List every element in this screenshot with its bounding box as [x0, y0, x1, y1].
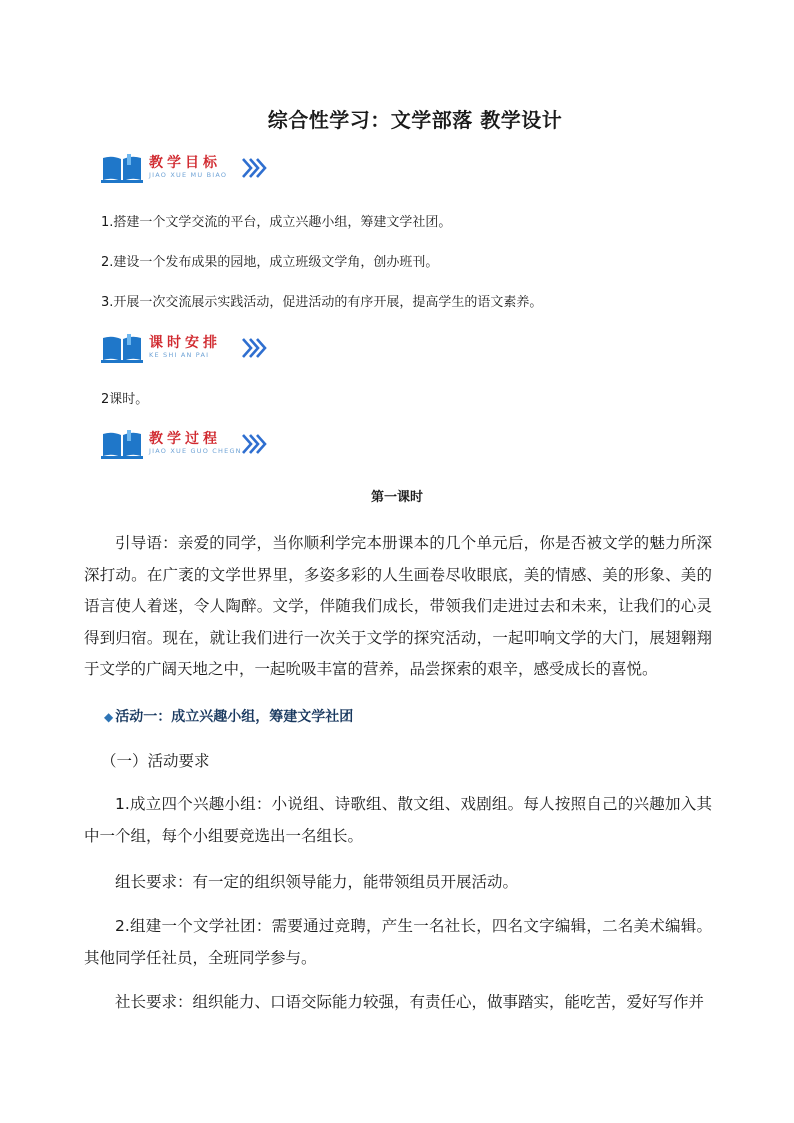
requirement-item-2: 2.组建一个文学社团：需要通过竞聘，产生一名社长，四名文字编辑，二名美术编辑。其他同学任社员，全班同学参与。	[84, 917, 712, 967]
lesson-title: 第一课时	[370, 490, 423, 505]
president-requirement: 社长要求：组织能力、口语交际能力较强，有责任心，做事踏实，能吃苦，爱好写作并	[115, 993, 705, 1011]
chevron-right-icon	[242, 433, 268, 455]
section-pinyin: KE SHI AN PAI	[149, 351, 210, 359]
goal-item-2: 2.建设一个发布成果的园地，成立班级文学角，创办班刊。	[101, 255, 439, 270]
section-pinyin: JIAO XUE MU BIAO	[149, 171, 228, 179]
requirements-heading: （一）活动要求	[101, 752, 210, 770]
chevron-right-icon	[242, 157, 268, 179]
open-book-icon	[101, 154, 143, 184]
intro-paragraph: 引导语：亲爱的同学，当你顺利学完本册课本的几个单元后，你是否被文学的魅力所深深打动。在广袤的文学世界里，多姿多彩的人生画卷尽收眼底，美的情感、美的形象、美的语言使人着迷，令人陶醉。文学，伴随我们成长，带领我们走进过去和未来，让我们的心灵得到归宿。现在，就让我们进行一次关于文学的探究活动，一起叩响文学的大门，展翅翱翔于文学的广阔天地之中，一起吮吸丰富的营养，品尝探索的艰辛，感受成长的喜悦。	[84, 534, 712, 678]
section-pinyin: JIAO XUE GUO CHEGN	[149, 447, 242, 455]
chevron-right-icon	[242, 337, 268, 359]
section-title: 课时安排	[149, 335, 221, 351]
activity-title: 活动一：成立兴趣小组，筹建文学社团	[115, 709, 354, 725]
requirement-item-1: 1.成立四个兴趣小组：小说组、诗歌组、散文组、戏剧组。每人按照自己的兴趣加入其中一个组，每个小组要竞选出一名组长。	[84, 795, 712, 845]
page-title: 综合性学习：文学部落 教学设计	[267, 108, 563, 132]
open-book-icon	[101, 430, 143, 460]
section-header-schedule	[101, 332, 291, 368]
diamond-bullet-icon: ◆	[104, 710, 114, 724]
activity-heading	[104, 706, 353, 726]
goal-item-1: 1.搭建一个文学交流的平台，成立兴趣小组，筹建文学社团。	[101, 215, 452, 230]
section-title: 教学目标	[149, 155, 221, 171]
section-header-process	[101, 428, 291, 464]
schedule-text: 2课时。	[101, 392, 149, 407]
section-header-goals	[101, 152, 291, 188]
section-title: 教学过程	[149, 431, 221, 447]
leader-requirement: 组长要求：有一定的组织领导能力，能带领组员开展活动。	[115, 873, 519, 891]
open-book-icon	[101, 334, 143, 364]
goal-item-3: 3.开展一次交流展示实践活动，促进活动的有序开展，提高学生的语文素养。	[101, 295, 543, 310]
